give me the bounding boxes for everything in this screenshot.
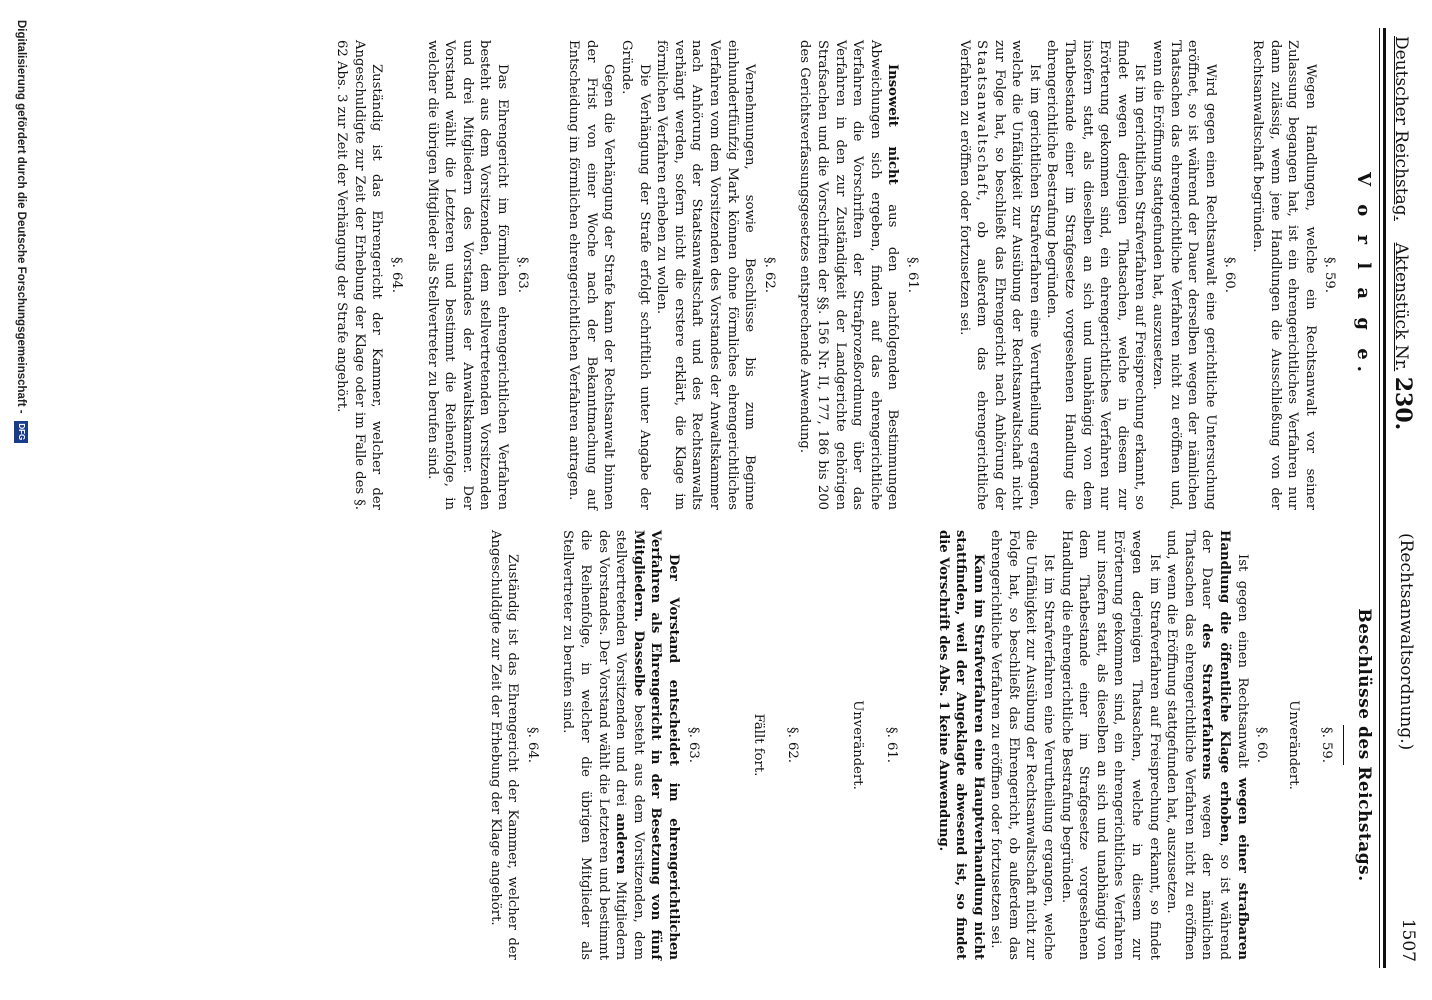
- paragraph-63-1-right-e: Mitgliedern des Vorstandes. Der Vorstand wählt die Letzteren und bestimmt die Reihenfolge, in welcher die übrigen Mitglieder als Stellvertreter zu berufen sind.: [560, 530, 629, 960]
- column-title-beschluesse: Beschlüsse des Reichstags.: [1354, 608, 1374, 882]
- paragraph-60-1: Wird gegen einen Rechtsanwalt eine gerichtliche Untersuchung eröffnet, so ist während der Dauer derselben wegen der nämlichen Thatsachen das ehrengerichtliche Verfahren nicht zu eröffnen und, wenn die Eröffnung stattgefunden hat, auszusetzen.: [1150, 40, 1218, 510]
- header-attachment-number: 230.: [1390, 376, 1416, 431]
- paragraph-63-1-right: [559, 530, 682, 960]
- paragraph-59-1: Wegen Handlungen, welche ein Rechtsanwalt vor seiner Zulassung begangen hat, ist ein ehrengerichtliches Verfahren nur dann zulässig, wenn jene Handlungen die Ausschließung von der Rechtsanwaltschaft begründen.: [1250, 40, 1318, 510]
- paragraph-60-1-right-e: wegen der nämlichen Thatsachen das ehrengerichtliche Verfahren nicht zu eröffnen und, wenn die Eröffnung stattgefunden hat, auszusetzen.: [1164, 530, 1215, 960]
- section-heading-64-right: §. 64.: [524, 727, 540, 763]
- paragraph-60-1-right-b: wegen einer strafbaren Handlung die öffentliche Klage erhoben: [1217, 530, 1250, 961]
- column-title-vorlage: V o r l a g e.: [1353, 172, 1374, 378]
- paragraph-60-3-a: Ist im gerichtlichen Strafverfahren eine Verurtheilung ergangen, welche die Unfähigkeit zur Ausübung der Rechtsanwaltschaft nicht zur Folge hat, so beschließt das Ehrengericht nach Anhörung der: [991, 40, 1042, 510]
- paragraph-64-1-right: Zuständig ist das Ehrengericht der Kammer, welcher der Angeschuldigte zur Zeit der Erhebung der Klage angehört.: [487, 530, 521, 960]
- header-attachment-label: Aktenstück Nr.: [1391, 242, 1411, 372]
- header-subject: (Rechtsanwaltsordnung.): [1396, 533, 1416, 751]
- section-heading-60-right: §. 60.: [1254, 727, 1270, 763]
- section-heading-61: §. 61.: [904, 257, 920, 293]
- paragraph-61-1-a: Insoweit: [885, 64, 901, 127]
- paragraph-63-1-right-b: Dasselbe: [630, 630, 646, 697]
- dropped-62: Fällt fort.: [751, 713, 767, 777]
- unchanged-61: Unverändert.: [850, 700, 866, 790]
- header-rule-thin: [1379, 28, 1380, 968]
- column-vorlage: [333, 40, 1374, 510]
- paragraph-60-3: [955, 40, 1043, 510]
- section-heading-62-right: §. 62.: [784, 727, 800, 763]
- section-heading-64: §. 64.: [389, 257, 405, 293]
- section-heading-60: §. 60.: [1222, 257, 1238, 293]
- digitization-footer: [14, 20, 28, 443]
- title-rule: [1343, 725, 1344, 765]
- page-number: 1507: [1398, 918, 1418, 962]
- paragraph-63-1-right-d: anderen: [613, 813, 629, 875]
- unchanged-59: Unverändert.: [1285, 700, 1301, 790]
- page-header: [1388, 28, 1428, 968]
- section-heading-62: §. 62.: [761, 257, 777, 293]
- paragraph-61-1-c: aus den nachfolgenden Bestimmungen Abweichungen sich ergeben, finden auf das ehrengerichtliche Verfahren die Vorschriften der Strafprozeßordnung über das Verfahren in den zur Zuständigkeit der Landgerichte gehörigen Strafsachen und die Vorschriften der §§. 156 Nr. II, 177, 186 bis 200 des Gerichtsverfassungsgesetzes entsprechende Anwendung.: [797, 40, 901, 510]
- paragraph-60-1-right-c: , so ist während der Dauer: [1199, 530, 1233, 960]
- paragraph-64-1: Zuständig ist das Ehrengericht der Kammer, welcher der Angeschuldigte zur Zeit der Erhebung der Klage oder im Falle des §. 62 Abs. 3 zur Zeit der Verhängung der Strafe angehört.: [334, 40, 385, 510]
- section-heading-59: §. 59.: [1322, 257, 1338, 293]
- paragraph-63-1: Das Ehrengericht im förmlichen ehrengerichtlichen Verfahren besteht aus dem Vorsitzenden, dem stellvertretenden Vorsitzenden und drei Mitgliedern des Vorstandes der Anwaltskammer. Der Vorstand wählt die Letzteren und bestimmt die Reihenfolge, in welcher die übrigen Mitglieder als Stellvertreter zu berufen sind.: [424, 40, 511, 510]
- paragraph-60-3-c: , ob außerdem das ehrengerichtliche Verfahren zu eröffnen oder fortzusetzen sei.: [956, 40, 990, 510]
- paragraph-60-1-right: [1163, 530, 1251, 960]
- paragraph-60-1-right-a: Ist gegen einen Rechtsanwalt: [1234, 554, 1250, 769]
- section-heading-59-right: §. 59.: [1319, 727, 1335, 763]
- header-rule-thick: [1383, 28, 1386, 968]
- dfg-logo-icon: DFG: [14, 421, 28, 443]
- footer-text: Digitalisierung gefördert durch die Deutsche Forschungsgemeinschaft -: [14, 20, 27, 414]
- paragraph-60-4-right: Kann im Strafverfahren eine Hauptverhandlung nicht stattfinden, weil der Angeklagte abwesend ist, so findet die Vorschrift des Abs. 1 keine Anwendung.: [935, 530, 986, 960]
- paragraph-60-1-right-d: des Strafverfahrens: [1199, 623, 1215, 780]
- header-publication: [1390, 36, 1416, 430]
- paragraph-61-1: [796, 40, 902, 510]
- section-heading-63: §. 63.: [514, 257, 530, 293]
- paragraph-62-1: Vernehmungen, sowie Beschlüsse bis zum Beginne einhundertfünfzig Mark können ohne förmliches ehrengerichtliches Verfahren vom dem Vorsitzenden des Vorstandes der Anwaltskammer nach Anhörung der Staatsanwaltschaft und des Rechtsanwalts verhängt werden, sofern nicht die erstere erklärt, die Klage im förmlichen Verfahren erheben zu wollen.: [654, 40, 758, 510]
- paragraph-60-3-right: Ist im Strafverfahren eine Verurtheilung ergangen, welche die Unfähigkeit zur Ausübung der Rechtsanwaltschaft nicht zur Folge hat, so beschließt das Ehrengericht, ob außerdem das ehrengerichtliche Verfahren zu eröffnen oder fortzusetzen sei.: [988, 530, 1057, 960]
- paragraph-62-2: Die Verhängung der Strafe erfolgt schriftlich unter Angabe der Gründe.: [619, 40, 652, 510]
- section-heading-61-right: §. 61.: [883, 727, 899, 763]
- paragraph-60-3-emphasis: Staatsanwaltschaft: [974, 40, 990, 197]
- paragraph-63-1-right-a: Der Vorstand entscheidet im ehrengerichtlichen Verfahren als Ehrengericht in der Besetzung von fünf Mitgliedern.: [630, 530, 681, 960]
- header-publication-title: Deutscher Reichstag.: [1391, 36, 1411, 221]
- column-beschluesse: [486, 530, 1374, 960]
- paragraph-62-3: Gegen die Verhängung der Strafe kann der Rechtsanwalt binnen der Frist von einer Woche nach der Bekanntmachung auf Entscheidung im förmlichen ehrengerichtlichen Verfahren antragen.: [566, 40, 617, 510]
- section-heading-63-right: §. 63.: [685, 727, 701, 763]
- paragraph-63-1-right-c: besteht aus dem Vorsitzenden, dem stellvertretenden Vorsitzenden und drei: [613, 530, 646, 960]
- paragraph-60-2: Ist im gerichtlichen Strafverfahren auf Freisprechung erkannt, so findet wegen derjenigen Thatsachen, welche in diesem zur Erörterung gekommen sind, ein ehrengerichtliches Verfahren nur insofern statt, als dieselben an sich und unabhängig von dem Thatbestande einer im Strafgesetze vorgesehenen Handlung die ehrengerichtliche Bestrafung begründen.: [1044, 40, 1148, 510]
- paragraph-60-2-right: Ist im Strafverfahren auf Freisprechung erkannt, so findet wegen derjenigen Thatsachen, welche in diesem zur Erörterung gekommen sind, ein ehrengerichtliches Verfahren nur insofern statt, als dieselben an sich und unabhängig von dem Thatbestande einer im Strafgesetze vorgesehenen Handlung die ehrengerichtliche Bestrafung begründen.: [1058, 530, 1162, 960]
- paragraph-61-1-b: nicht: [885, 146, 901, 185]
